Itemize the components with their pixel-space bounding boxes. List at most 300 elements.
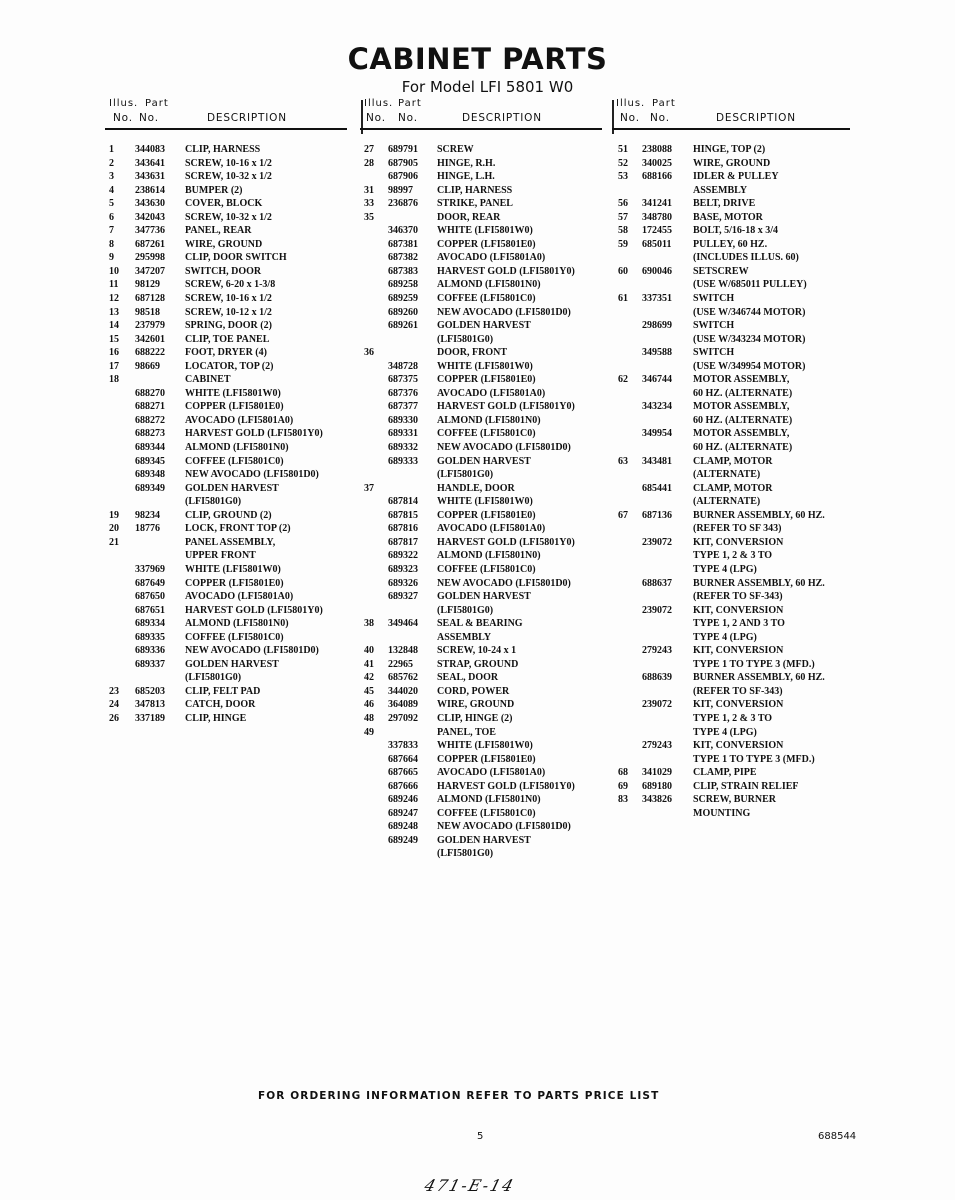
part-description: NEW AVOCADO (LFI5801D0) — [437, 442, 571, 454]
part-row — [360, 793, 602, 807]
part-description: CABINET — [185, 374, 231, 386]
part-row — [360, 170, 602, 184]
illus-number: 2 — [109, 157, 114, 169]
part-row — [612, 549, 850, 563]
part-description: SCREW, 10-12 x 1/2 — [185, 306, 272, 318]
part-description: (USE W/349954 MOTOR) — [693, 360, 806, 372]
header-row-2 — [105, 112, 347, 127]
part-description: BURNER ASSEMBLY, 60 HZ. — [693, 672, 825, 684]
part-description: CLIP, HARNESS — [437, 184, 513, 196]
part-description: CLIP, TOE PANEL — [185, 333, 270, 345]
part-number: 687906 — [388, 171, 418, 183]
part-row — [360, 455, 602, 469]
part-number: 295998 — [135, 252, 165, 264]
part-row — [360, 400, 602, 414]
part-row — [612, 698, 850, 712]
part-description: COPPER (LFI5801E0) — [437, 238, 536, 250]
part-row — [612, 211, 850, 225]
part-description: KIT, CONVERSION — [693, 604, 784, 616]
illus-number: 7 — [109, 225, 114, 237]
illus-number: 19 — [109, 509, 119, 521]
part-description: NEW AVOCADO (LFI5801D0) — [437, 821, 571, 833]
part-description: TYPE 1 TO TYPE 3 (MFD.) — [693, 658, 815, 670]
part-number: 689331 — [388, 428, 418, 440]
part-number: 347207 — [135, 265, 165, 277]
part-description: HINGE, L.H. — [437, 171, 495, 183]
part-row — [360, 834, 602, 848]
part-description: LOCATOR, TOP (2) — [185, 360, 274, 372]
illus-number: 63 — [618, 455, 628, 467]
part-description: COVER, BLOCK — [185, 198, 263, 210]
part-description: 60 HZ. (ALTERNATE) — [693, 442, 793, 454]
part-row — [105, 211, 347, 225]
part-row — [105, 170, 347, 184]
part-number: 689322 — [388, 550, 418, 562]
part-description: MOTOR ASSEMBLY, — [693, 374, 790, 386]
part-description: TYPE 1, 2 AND 3 TO — [693, 618, 785, 630]
part-number: 349588 — [642, 347, 672, 359]
part-number: 98234 — [135, 509, 160, 521]
part-number: 98997 — [388, 184, 413, 196]
part-description: KIT, CONVERSION — [693, 645, 784, 657]
part-row — [360, 360, 602, 374]
illus-number: 13 — [109, 306, 119, 318]
part-row — [105, 658, 347, 672]
part-row — [360, 522, 602, 536]
part-number: 22965 — [388, 658, 413, 670]
part-description: CLIP, STRAIN RELIEF — [693, 780, 799, 792]
part-description: SCREW, 10-32 x 1/2 — [185, 171, 272, 183]
part-number: 98129 — [135, 279, 160, 291]
part-row — [105, 184, 347, 198]
part-row — [105, 143, 347, 157]
part-description: COPPER (LFI5801E0) — [437, 509, 536, 521]
part-description: AVOCADO (LFI5801A0) — [437, 767, 546, 779]
part-description: SCREW, 10-24 x 1 — [437, 645, 517, 657]
illus-number: 53 — [618, 171, 628, 183]
illus-number: 60 — [618, 265, 628, 277]
illus-number: 6 — [109, 211, 114, 223]
part-row — [612, 197, 850, 211]
part-description: TYPE 4 (LPG) — [693, 631, 757, 643]
parts-column — [612, 98, 850, 820]
part-number: 688273 — [135, 428, 165, 440]
illus-number: 57 — [618, 211, 628, 223]
part-description: WIRE, GROUND — [693, 157, 771, 169]
part-description: SCREW, 10-32 x 1/2 — [185, 211, 272, 223]
part-description: HARVEST GOLD (LFI5801Y0) — [437, 265, 575, 277]
part-number: 688166 — [642, 171, 672, 183]
part-description: CLIP, HARNESS — [185, 144, 261, 155]
part-number: 172455 — [642, 225, 672, 237]
part-number: 687905 — [388, 157, 418, 169]
part-description: LOCK, FRONT TOP (2) — [185, 523, 291, 535]
part-row — [360, 753, 602, 767]
illus-number: 46 — [364, 699, 374, 711]
part-description: SPRING, DOOR (2) — [185, 320, 272, 332]
part-description: PANEL ASSEMBLY, — [185, 536, 276, 548]
part-number: 346370 — [388, 225, 418, 237]
illus-number: 8 — [109, 238, 114, 250]
part-number: 297092 — [388, 712, 418, 724]
part-number: 348728 — [388, 360, 418, 372]
part-description: ALMOND (LFI5801N0) — [185, 442, 289, 454]
part-row — [360, 847, 602, 861]
part-description: CORD, POWER — [437, 685, 510, 697]
part-description: HARVEST GOLD (LFI5801Y0) — [185, 604, 323, 616]
part-number: 689344 — [135, 442, 165, 454]
part-row — [105, 197, 347, 211]
part-description: WIRE, GROUND — [185, 238, 263, 250]
illus-number: 15 — [109, 333, 119, 345]
part-row — [105, 712, 347, 726]
part-row — [105, 455, 347, 469]
part-row — [612, 536, 850, 550]
part-number: 689249 — [388, 834, 418, 846]
part-description: BASE, MOTOR — [693, 211, 763, 223]
part-row — [612, 238, 850, 252]
part-description: HINGE, R.H. — [437, 157, 496, 169]
part-description: 60 HZ. (ALTERNATE) — [693, 414, 793, 426]
part-row — [105, 509, 347, 523]
part-row — [105, 251, 347, 265]
part-description: CLIP, DOOR SWITCH — [185, 252, 287, 264]
part-description: BELT, DRIVE — [693, 198, 756, 210]
part-row — [612, 400, 850, 414]
part-row — [360, 265, 602, 279]
part-description: KIT, CONVERSION — [693, 699, 784, 711]
part-number: 346744 — [642, 374, 672, 386]
part-description: CLAMP, MOTOR — [693, 455, 773, 467]
part-row — [360, 604, 602, 618]
part-number: 98669 — [135, 360, 160, 372]
illus-number: 11 — [109, 279, 119, 291]
part-description: COFFEE (LFI5801C0) — [437, 563, 536, 575]
part-row — [360, 577, 602, 591]
illus-number: 31 — [364, 184, 374, 196]
part-row — [360, 224, 602, 238]
page-number: 5 — [477, 1131, 484, 1142]
illus-number: 59 — [618, 238, 628, 250]
part-description: PANEL, REAR — [185, 225, 252, 237]
part-row — [360, 211, 602, 225]
part-number: 239072 — [642, 604, 672, 616]
part-description: (LFI5801G0) — [185, 496, 242, 508]
part-number: 344083 — [135, 144, 165, 155]
illus-number: 33 — [364, 198, 374, 210]
part-description: COFFEE (LFI5801C0) — [437, 428, 536, 440]
part-number: 689335 — [135, 631, 165, 643]
illus-number: 67 — [618, 509, 628, 521]
part-row — [612, 184, 850, 198]
part-number: 687651 — [135, 604, 165, 616]
illus-number: 18 — [109, 374, 119, 386]
part-row — [360, 482, 602, 496]
illus-number: 35 — [364, 211, 374, 223]
part-description: SWITCH — [693, 293, 735, 305]
part-description: (LFI5801G0) — [437, 469, 494, 481]
part-number: 237979 — [135, 320, 165, 332]
part-description: CLIP, FELT PAD — [185, 685, 261, 697]
part-number: 689180 — [642, 780, 672, 792]
part-row — [105, 577, 347, 591]
part-description: ALMOND (LFI5801N0) — [437, 279, 541, 291]
part-description: AVOCADO (LFI5801A0) — [185, 591, 294, 603]
part-description: PULLEY, 60 HZ. — [693, 238, 768, 250]
part-row — [360, 387, 602, 401]
part-row — [360, 820, 602, 834]
illus-number: 9 — [109, 252, 114, 264]
part-description: SWITCH — [693, 347, 735, 359]
part-number: 298699 — [642, 320, 672, 332]
part-description: AVOCADO (LFI5801A0) — [437, 252, 546, 264]
header-illus-no: No. — [366, 112, 386, 124]
part-description: CLAMP, PIPE — [693, 767, 757, 779]
illus-number: 51 — [618, 144, 628, 155]
part-row — [360, 671, 602, 685]
part-row — [612, 292, 850, 306]
part-number: 689349 — [135, 482, 165, 494]
part-description: SWITCH — [693, 320, 735, 332]
part-row — [360, 631, 602, 645]
part-number: 687650 — [135, 591, 165, 603]
part-description: CLAMP, MOTOR — [693, 482, 773, 494]
part-number: 689345 — [135, 455, 165, 467]
illus-number: 27 — [364, 144, 374, 155]
illus-number: 23 — [109, 685, 119, 697]
part-description: 60 HZ. (ALTERNATE) — [693, 387, 793, 399]
part-number: 687381 — [388, 238, 418, 250]
part-description: AVOCADO (LFI5801A0) — [437, 523, 546, 535]
part-row — [612, 387, 850, 401]
part-description: FOOT, DRYER (4) — [185, 347, 267, 359]
header-row-1 — [360, 98, 602, 112]
part-row — [360, 563, 602, 577]
part-row — [360, 346, 602, 360]
part-description: ASSEMBLY — [437, 631, 492, 643]
part-description: TYPE 1 TO TYPE 3 (MFD.) — [693, 753, 815, 765]
part-row — [360, 197, 602, 211]
illus-number: 10 — [109, 265, 119, 277]
part-row — [105, 482, 347, 496]
part-description: STRAP, GROUND — [437, 658, 519, 670]
illus-number: 26 — [109, 712, 119, 724]
part-number: 687666 — [388, 780, 418, 792]
part-row — [105, 414, 347, 428]
part-description: GOLDEN HARVEST — [185, 482, 279, 494]
header-row-1 — [105, 98, 347, 112]
part-number: 98518 — [135, 306, 160, 318]
page-title: CABINET PARTS — [347, 42, 608, 76]
part-number: 690046 — [642, 265, 672, 277]
part-number: 279243 — [642, 645, 672, 657]
header-part: Part — [398, 98, 422, 109]
part-row — [612, 685, 850, 699]
part-description: CATCH, DOOR — [185, 699, 256, 711]
part-number: 689337 — [135, 658, 165, 670]
part-number: 340025 — [642, 157, 672, 169]
part-number: 687665 — [388, 767, 418, 779]
part-description: (ALTERNATE) — [693, 469, 761, 481]
part-number: 344020 — [388, 685, 418, 697]
part-number: 689246 — [388, 794, 418, 806]
illus-number: 45 — [364, 685, 374, 697]
header-rule — [612, 128, 850, 130]
part-description: HARVEST GOLD (LFI5801Y0) — [437, 780, 575, 792]
document-number: 688544 — [818, 1131, 857, 1142]
part-description: NEW AVOCADO (LFI5801D0) — [437, 306, 571, 318]
part-description: AVOCADO (LFI5801A0) — [437, 387, 546, 399]
part-row — [612, 278, 850, 292]
header-description: DESCRIPTION — [716, 112, 796, 124]
part-number: 343826 — [642, 794, 672, 806]
part-number: 688272 — [135, 414, 165, 426]
header-part: Part — [145, 98, 169, 109]
part-row — [612, 739, 850, 753]
part-description: WHITE (LFI5801W0) — [437, 740, 533, 752]
part-row — [360, 306, 602, 320]
illus-number: 37 — [364, 482, 374, 494]
part-row — [105, 292, 347, 306]
part-description: MOTOR ASSEMBLY, — [693, 401, 790, 413]
illus-number: 58 — [618, 225, 628, 237]
part-number: 337351 — [642, 293, 672, 305]
part-number: 685203 — [135, 685, 165, 697]
part-number: 689323 — [388, 563, 418, 575]
part-number: 687649 — [135, 577, 165, 589]
part-row — [360, 157, 602, 171]
part-row — [105, 319, 347, 333]
part-description: DOOR, REAR — [437, 211, 501, 223]
part-description: SWITCH, DOOR — [185, 265, 262, 277]
part-description: ALMOND (LFI5801N0) — [185, 618, 289, 630]
illus-number: 62 — [618, 374, 628, 386]
part-number: 343631 — [135, 171, 165, 183]
part-row — [360, 617, 602, 631]
part-row — [612, 333, 850, 347]
illus-number: 16 — [109, 347, 119, 359]
part-number: 689333 — [388, 455, 418, 467]
part-number: 347736 — [135, 225, 165, 237]
part-row — [612, 319, 850, 333]
part-number: 343630 — [135, 198, 165, 210]
part-description: COFFEE (LFI5801C0) — [185, 631, 284, 643]
model-subtitle: For Model LFI 5801 W0 — [401, 78, 574, 96]
part-number: 687375 — [388, 374, 418, 386]
part-number: 689327 — [388, 591, 418, 603]
part-description: AVOCADO (LFI5801A0) — [185, 414, 294, 426]
part-row — [360, 278, 602, 292]
part-number: 349464 — [388, 618, 418, 630]
part-row — [612, 373, 850, 387]
part-row — [105, 224, 347, 238]
illus-number: 36 — [364, 347, 374, 359]
part-number: 687383 — [388, 265, 418, 277]
part-number: 689348 — [135, 469, 165, 481]
part-description: (ALTERNATE) — [693, 496, 761, 508]
illus-number: 3 — [109, 171, 114, 183]
part-row — [612, 644, 850, 658]
header-part: Part — [652, 98, 676, 109]
part-description: CLIP, HINGE (2) — [437, 712, 513, 724]
part-row — [360, 292, 602, 306]
part-row — [612, 671, 850, 685]
part-number: 364089 — [388, 699, 418, 711]
part-row — [612, 726, 850, 740]
part-row — [612, 590, 850, 604]
part-row — [105, 549, 347, 563]
part-row — [612, 468, 850, 482]
part-number: 687261 — [135, 238, 165, 250]
part-description: (REFER TO SF 343) — [693, 523, 782, 535]
part-row — [612, 143, 850, 157]
part-row — [105, 617, 347, 631]
part-number: 337189 — [135, 712, 165, 724]
part-row — [105, 590, 347, 604]
part-row — [105, 387, 347, 401]
part-number: 687377 — [388, 401, 418, 413]
part-description: GOLDEN HARVEST — [185, 658, 279, 670]
part-row — [612, 427, 850, 441]
part-row — [612, 563, 850, 577]
part-row — [612, 658, 850, 672]
part-row — [105, 400, 347, 414]
part-description: HARVEST GOLD (LFI5801Y0) — [185, 428, 323, 440]
illus-number: 21 — [109, 536, 119, 548]
part-number: 689261 — [388, 320, 418, 332]
part-row — [105, 522, 347, 536]
part-description: SETSCREW — [693, 265, 749, 277]
part-number: 343641 — [135, 157, 165, 169]
illus-number: 49 — [364, 726, 374, 738]
part-number: 342601 — [135, 333, 165, 345]
part-row — [360, 427, 602, 441]
part-number: 688639 — [642, 672, 672, 684]
part-row — [612, 522, 850, 536]
header-illus-no: No. — [620, 112, 640, 124]
part-row — [105, 360, 347, 374]
part-description: BURNER ASSEMBLY, 60 HZ. — [693, 509, 825, 521]
part-number: 687817 — [388, 536, 418, 548]
part-row — [612, 753, 850, 767]
part-number: 238088 — [642, 144, 672, 155]
header-row-2 — [360, 112, 602, 127]
part-number: 689247 — [388, 807, 418, 819]
illus-number: 83 — [618, 794, 628, 806]
part-description: WHITE (LFI5801W0) — [437, 225, 533, 237]
part-row — [360, 712, 602, 726]
part-description: BURNER ASSEMBLY, 60 HZ. — [693, 577, 825, 589]
part-description: (REFER TO SF-343) — [693, 685, 783, 697]
part-row — [612, 346, 850, 360]
part-row — [105, 604, 347, 618]
part-description: SCREW, 6-20 x 1-3/8 — [185, 279, 276, 291]
illus-number: 41 — [364, 658, 374, 670]
part-number: 689326 — [388, 577, 418, 589]
part-row — [360, 495, 602, 509]
part-number: 687128 — [135, 293, 165, 305]
illus-number: 40 — [364, 645, 374, 657]
part-description: TYPE 1, 2 & 3 TO — [693, 712, 773, 724]
part-row — [105, 238, 347, 252]
part-number: 688271 — [135, 401, 165, 413]
part-description: BOLT, 5/16-18 x 3/4 — [693, 225, 779, 237]
part-row — [105, 495, 347, 509]
part-row — [612, 455, 850, 469]
part-description: (LFI5801G0) — [437, 333, 494, 345]
part-description: GOLDEN HARVEST — [437, 320, 531, 332]
part-description: SCREW, 10-16 x 1/2 — [185, 157, 272, 169]
